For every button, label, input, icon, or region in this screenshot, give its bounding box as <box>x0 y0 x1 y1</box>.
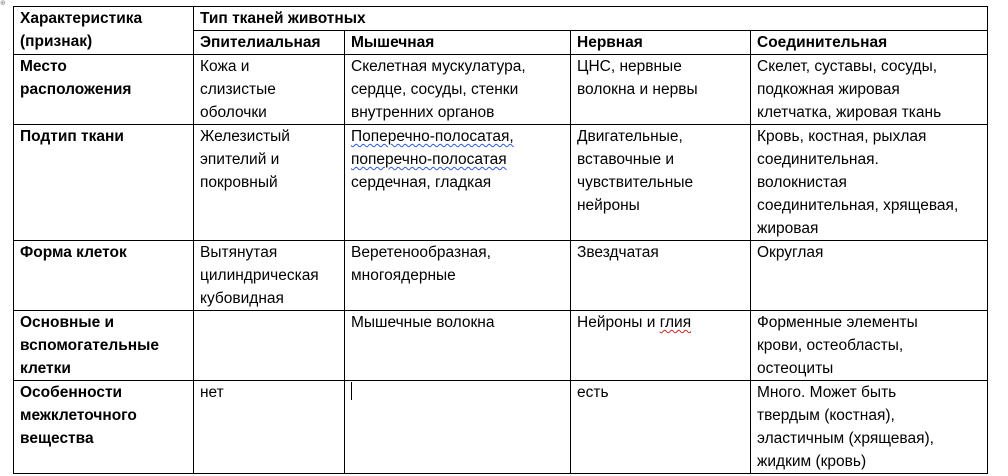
cell-line-flagged: Нейроны и глия <box>577 314 692 331</box>
cell-line: жировая <box>757 220 819 237</box>
cell-line: жидким (кровь) <box>757 453 867 470</box>
cell-line: Округлая <box>757 244 824 261</box>
cell-line: кубовидная <box>200 290 284 307</box>
cell-line: сердечная, гладкая <box>351 174 492 191</box>
cell-line: волокнистая <box>757 174 847 191</box>
table-row-main-cells <box>14 311 988 381</box>
row-label-cell[interactable] <box>14 55 194 125</box>
cell-line: клетчатка, жировая ткань <box>757 104 942 121</box>
cell-line: эпителий и <box>200 151 280 168</box>
table-cell[interactable] <box>194 381 345 474</box>
cell-line: Вытянутая <box>200 244 278 261</box>
corner-header-cell[interactable] <box>14 7 194 55</box>
cell-line: крови, остеобласты, <box>757 337 904 354</box>
cell-line: Скелет, суставы, сосуды, <box>757 58 938 75</box>
cell-line: Двигательные, <box>577 128 683 145</box>
cell-line: сердце, сосуды, стенки <box>351 81 519 98</box>
cell-line: соединительная, хрящевая, <box>757 197 959 214</box>
cell-line: остеоциты <box>757 360 834 377</box>
cell-line: слизистые <box>200 81 276 98</box>
cell-line: соединительная. <box>757 151 879 168</box>
table-cell[interactable] <box>345 125 571 241</box>
table-cell[interactable] <box>571 125 751 241</box>
column-header-muscle[interactable] <box>345 31 571 55</box>
table-cell[interactable] <box>571 311 751 381</box>
table-cell[interactable] <box>571 241 751 311</box>
row-label-line: Форма клеток <box>20 244 127 261</box>
table-cell[interactable] <box>751 241 988 311</box>
cell-line: Веретенообразная, <box>351 244 491 261</box>
cell-line: вставочные и <box>577 151 675 168</box>
table-anchor-icon[interactable]: ⊕ <box>0 0 6 7</box>
spellcheck-flag: глия <box>659 314 692 331</box>
cell-line: чувствительные <box>577 174 694 191</box>
row-label-line: вспомогательные <box>20 337 160 354</box>
row-label-line: Подтип ткани <box>20 128 124 145</box>
group-header-text: Тип тканей животных <box>200 10 366 27</box>
row-label-cell[interactable] <box>14 241 194 311</box>
cell-line: твердым (костная), <box>757 407 895 424</box>
table-cell[interactable] <box>345 55 571 125</box>
cell-line: Кожа и <box>200 58 250 75</box>
row-label-line: Основные и <box>20 314 115 331</box>
column-header-label: Эпителиальная <box>200 34 321 51</box>
table-cell[interactable] <box>194 125 345 241</box>
table-cell-empty[interactable] <box>194 311 345 381</box>
group-header-cell[interactable] <box>194 7 988 31</box>
column-header-label: Мышечная <box>351 34 435 51</box>
table-cell[interactable] <box>571 381 751 474</box>
row-label-line: клетки <box>20 360 71 377</box>
table-cell[interactable] <box>194 55 345 125</box>
row-label-cell[interactable] <box>14 125 194 241</box>
table-row-subtype <box>14 125 988 241</box>
header-row-1 <box>14 7 988 31</box>
cell-line: Звездчатая <box>577 244 659 261</box>
column-header-connective[interactable] <box>751 31 988 55</box>
cell-line-flagged: Поперечно-полосатая, <box>351 128 514 145</box>
cell-line: ЦНС, нервные <box>577 58 682 75</box>
column-header-label: Соединительная <box>757 34 888 51</box>
table-cell[interactable] <box>751 125 988 241</box>
cell-line: есть <box>577 384 609 401</box>
cell-line: многоядерные <box>351 267 456 284</box>
cell-line: нейроны <box>577 197 640 214</box>
table-cell[interactable] <box>751 55 988 125</box>
table-row-matrix <box>14 381 988 474</box>
corner-header-line: Характеристика <box>20 10 143 27</box>
column-header-epithelial[interactable] <box>194 31 345 55</box>
row-label-line: вещества <box>20 430 94 447</box>
table-row-location <box>14 55 988 125</box>
cell-line: Железистый <box>200 128 290 145</box>
table-cell-active[interactable] <box>345 381 571 474</box>
cell-line: волокна и нервы <box>577 81 698 98</box>
row-label-cell[interactable] <box>14 311 194 381</box>
cell-line: Кровь, костная, рыхлая <box>757 128 927 145</box>
column-header-label: Нервная <box>577 34 643 51</box>
row-label-line: межклеточного <box>20 407 137 424</box>
cell-line: Много. Может быть <box>757 384 897 401</box>
row-label-line: расположения <box>20 81 132 98</box>
table-cell[interactable] <box>751 311 988 381</box>
cell-line: внутренних органов <box>351 104 495 121</box>
cell-line: нет <box>200 384 224 401</box>
row-label-cell[interactable] <box>14 381 194 474</box>
table-cell[interactable] <box>751 381 988 474</box>
corner-header-line: (признак) <box>20 33 93 50</box>
row-label-line: Место <box>20 58 67 75</box>
row-label-line: Особенности <box>20 384 123 401</box>
cell-line: подкожная жировая <box>757 81 900 98</box>
table-row-cell-shape <box>14 241 988 311</box>
cell-line: Форменные элементы <box>757 314 918 331</box>
cell-line: покровный <box>200 174 278 191</box>
cell-line: цилиндрическая <box>200 267 319 284</box>
table-cell[interactable] <box>571 55 751 125</box>
table-cell[interactable] <box>194 241 345 311</box>
cell-line: Мышечные волокна <box>351 314 495 331</box>
cell-line: Скелетная мускулатура, <box>351 58 526 75</box>
cell-line: оболочки <box>200 104 267 121</box>
column-header-nervous[interactable] <box>571 31 751 55</box>
cell-line-flagged: поперечно-полосатая <box>351 151 507 168</box>
cell-line: эластичным (хрящевая), <box>757 430 934 447</box>
animal-tissues-table <box>13 6 988 474</box>
table-cell[interactable] <box>345 241 571 311</box>
text-cursor <box>351 382 352 400</box>
table-cell[interactable] <box>345 311 571 381</box>
